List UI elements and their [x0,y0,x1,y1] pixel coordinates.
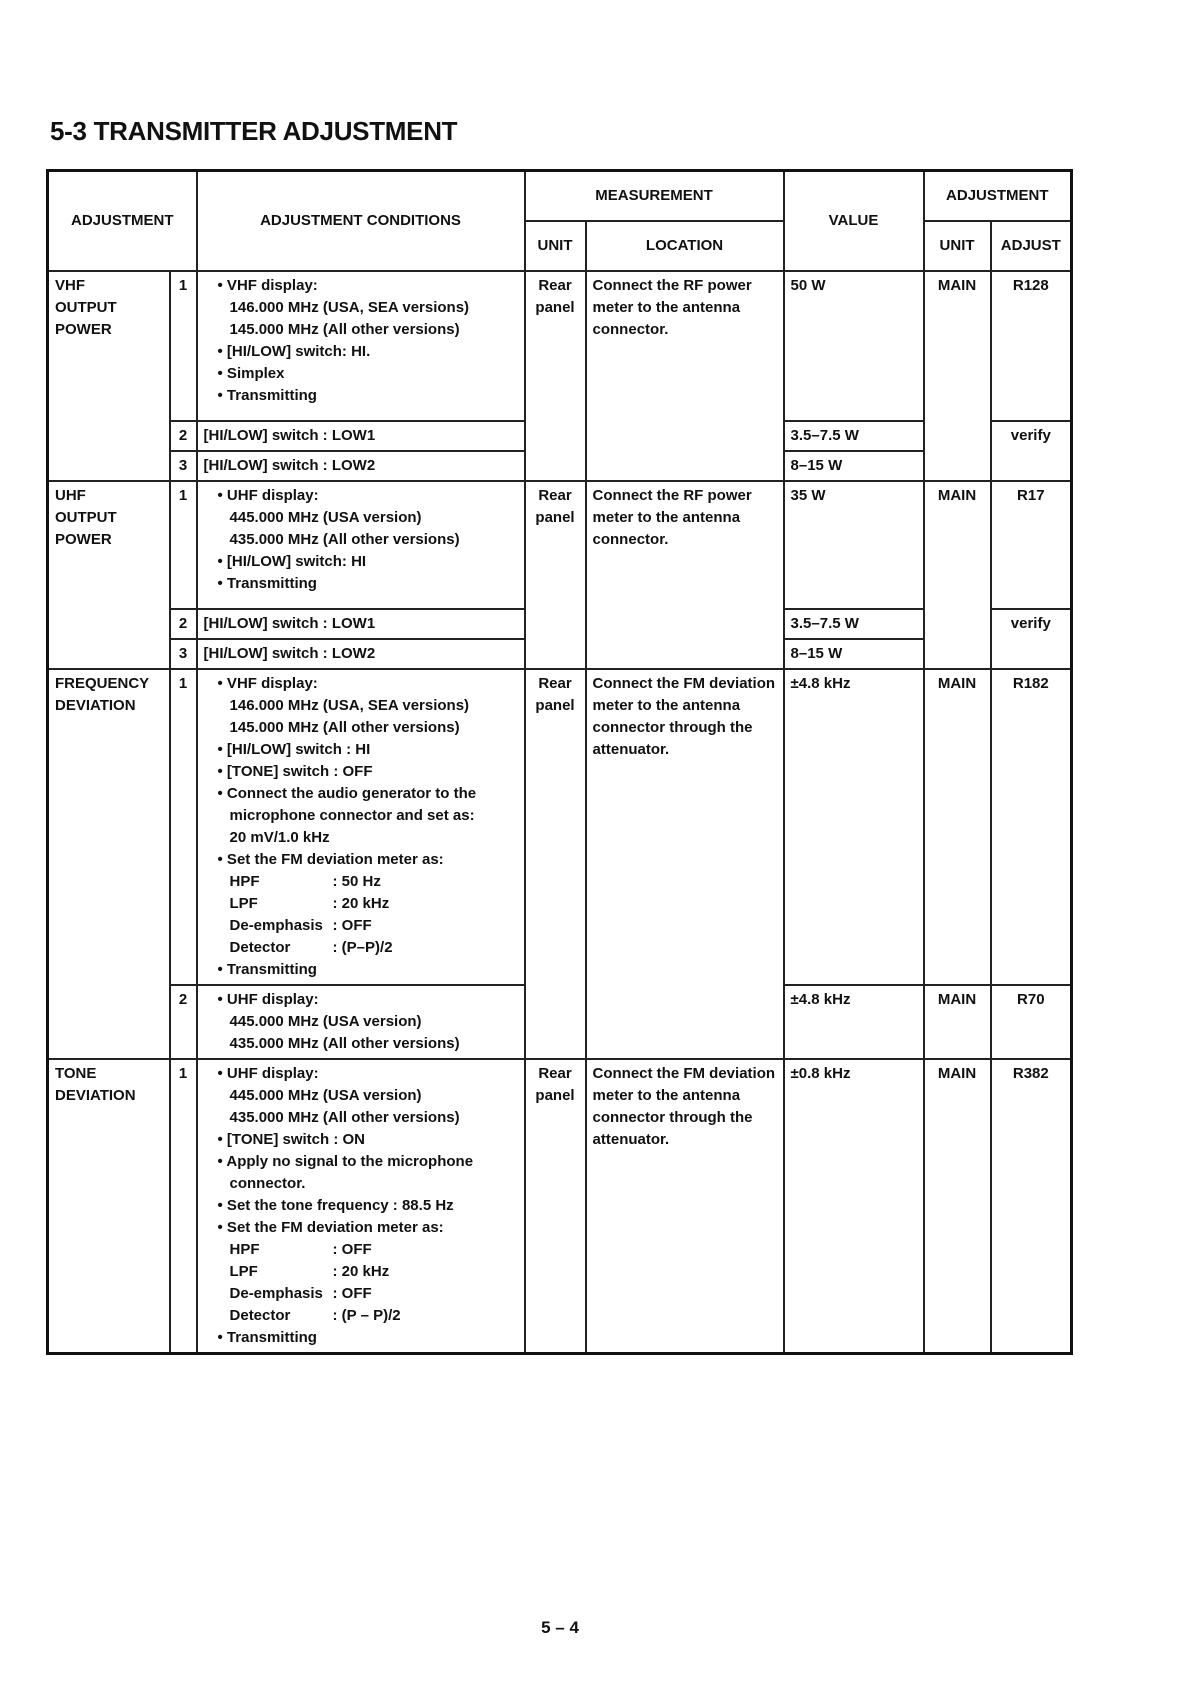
step-number: 3 [170,639,197,669]
step-number: 2 [170,985,197,1059]
adjust-unit: MAIN [924,669,991,985]
conditions-cell: • VHF display: 146.000 MHz (USA, SEA versions) 145.000 MHz (All other versions) • [HI/LOW] switch: HI. • Simplex • Transmitting [197,271,525,421]
conditions-cell: [HI/LOW] switch : LOW1 [197,421,525,451]
adjustment-name-tone: TONE DEVIATION [48,1059,170,1354]
measurement-location: Connect the RF power meter to the antenna connector. [586,271,784,481]
value-cell: 3.5–7.5 W [784,421,924,451]
adjust-point: R70 [991,985,1072,1059]
header-value: VALUE [784,171,924,272]
value-cell: 35 W [784,481,924,609]
value-cell: ±0.8 kHz [784,1059,924,1354]
adjust-point: R128 [991,271,1072,421]
header-adj-unit: UNIT [924,221,991,271]
value-cell: ±4.8 kHz [784,985,924,1059]
adjustment-name-vhf: VHF OUTPUT POWER [48,271,170,481]
table-row [48,1059,1072,1354]
conditions-cell: • UHF display: 445.000 MHz (USA version) 435.000 MHz (All other versions) • [HI/LOW] switch: HI • Transmitting [197,481,525,609]
adjust-unit: MAIN [924,271,991,481]
adjust-point: verify [991,609,1072,669]
adjust-point: R182 [991,669,1072,985]
adjustment-name-uhf: UHF OUTPUT POWER [48,481,170,669]
header-adjustment-group: ADJUSTMENT [924,171,1072,222]
measurement-unit: Rear panel [525,1059,586,1354]
measurement-location: Connect the FM deviation meter to the antenna connector through the attenuator. [586,669,784,1059]
measurement-unit: Rear panel [525,271,586,481]
step-number: 1 [170,1059,197,1354]
conditions-cell: [HI/LOW] switch : LOW2 [197,451,525,481]
page-title: 5-3 TRANSMITTER ADJUSTMENT [50,116,458,146]
adjust-unit: MAIN [924,985,991,1059]
measurement-unit: Rear panel [525,481,586,669]
step-number: 1 [170,271,197,421]
header-location: LOCATION [586,221,784,271]
adjust-unit: MAIN [924,1059,991,1354]
header-adjust: ADJUST [991,221,1072,271]
value-cell: ±4.8 kHz [784,669,924,985]
conditions-cell: • UHF display: 445.000 MHz (USA version) 435.000 MHz (All other versions) [197,985,525,1059]
header-adjustment: ADJUSTMENT [48,171,197,272]
page-number: 5 – 4 [541,1618,579,1637]
step-number: 1 [170,481,197,609]
conditions-cell: [HI/LOW] switch : LOW2 [197,639,525,669]
adjust-point: R382 [991,1059,1072,1354]
value-cell: 3.5–7.5 W [784,609,924,639]
table-row [48,271,1072,421]
header-conditions: ADJUSTMENT CONDITIONS [197,171,525,272]
measurement-location: Connect the RF power meter to the antenna connector. [586,481,784,669]
measurement-location: Connect the FM deviation meter to the antenna connector through the attenuator. [586,1059,784,1354]
adjustment-name-frequency: FREQUENCY DEVIATION [48,669,170,1059]
adjust-point: verify [991,421,1072,481]
conditions-cell: • UHF display: 445.000 MHz (USA version) 435.000 MHz (All other versions) • [TONE] switch : ON • Apply no signal to the microphone connector. • Set the tone frequency : 88.5 Hz • Set the FM deviation meter as: HPF : OFF LPF : 20 kHz De-emphasis : OFF Detector : (P – P)/2 • Transmitting [197,1059,525,1354]
value-cell: 8–15 W [784,639,924,669]
step-number: 3 [170,451,197,481]
header-unit: UNIT [525,221,586,271]
transmitter-adjustment-table [46,169,1073,1355]
adjust-point: R17 [991,481,1072,609]
table-row [48,669,1072,985]
header-measurement: MEASUREMENT [525,171,784,222]
conditions-cell: • VHF display: 146.000 MHz (USA, SEA versions) 145.000 MHz (All other versions) • [HI/LOW] switch : HI • [TONE] switch : OFF • Connect the audio generator to the microphone connector and set as: 20 mV/1.0 kHz • Set the FM deviation meter as: HPF : 50 Hz LPF : 20 kHz De-emphasis : OFF Detector : (P–P)/2 • Transmitting [197,669,525,985]
step-number: 2 [170,609,197,639]
adjust-unit: MAIN [924,481,991,669]
value-cell: 50 W [784,271,924,421]
step-number: 1 [170,669,197,985]
conditions-cell: [HI/LOW] switch : LOW1 [197,609,525,639]
step-number: 2 [170,421,197,451]
value-cell: 8–15 W [784,451,924,481]
table-row [48,481,1072,609]
header-row [48,171,1072,222]
measurement-unit: Rear panel [525,669,586,1059]
